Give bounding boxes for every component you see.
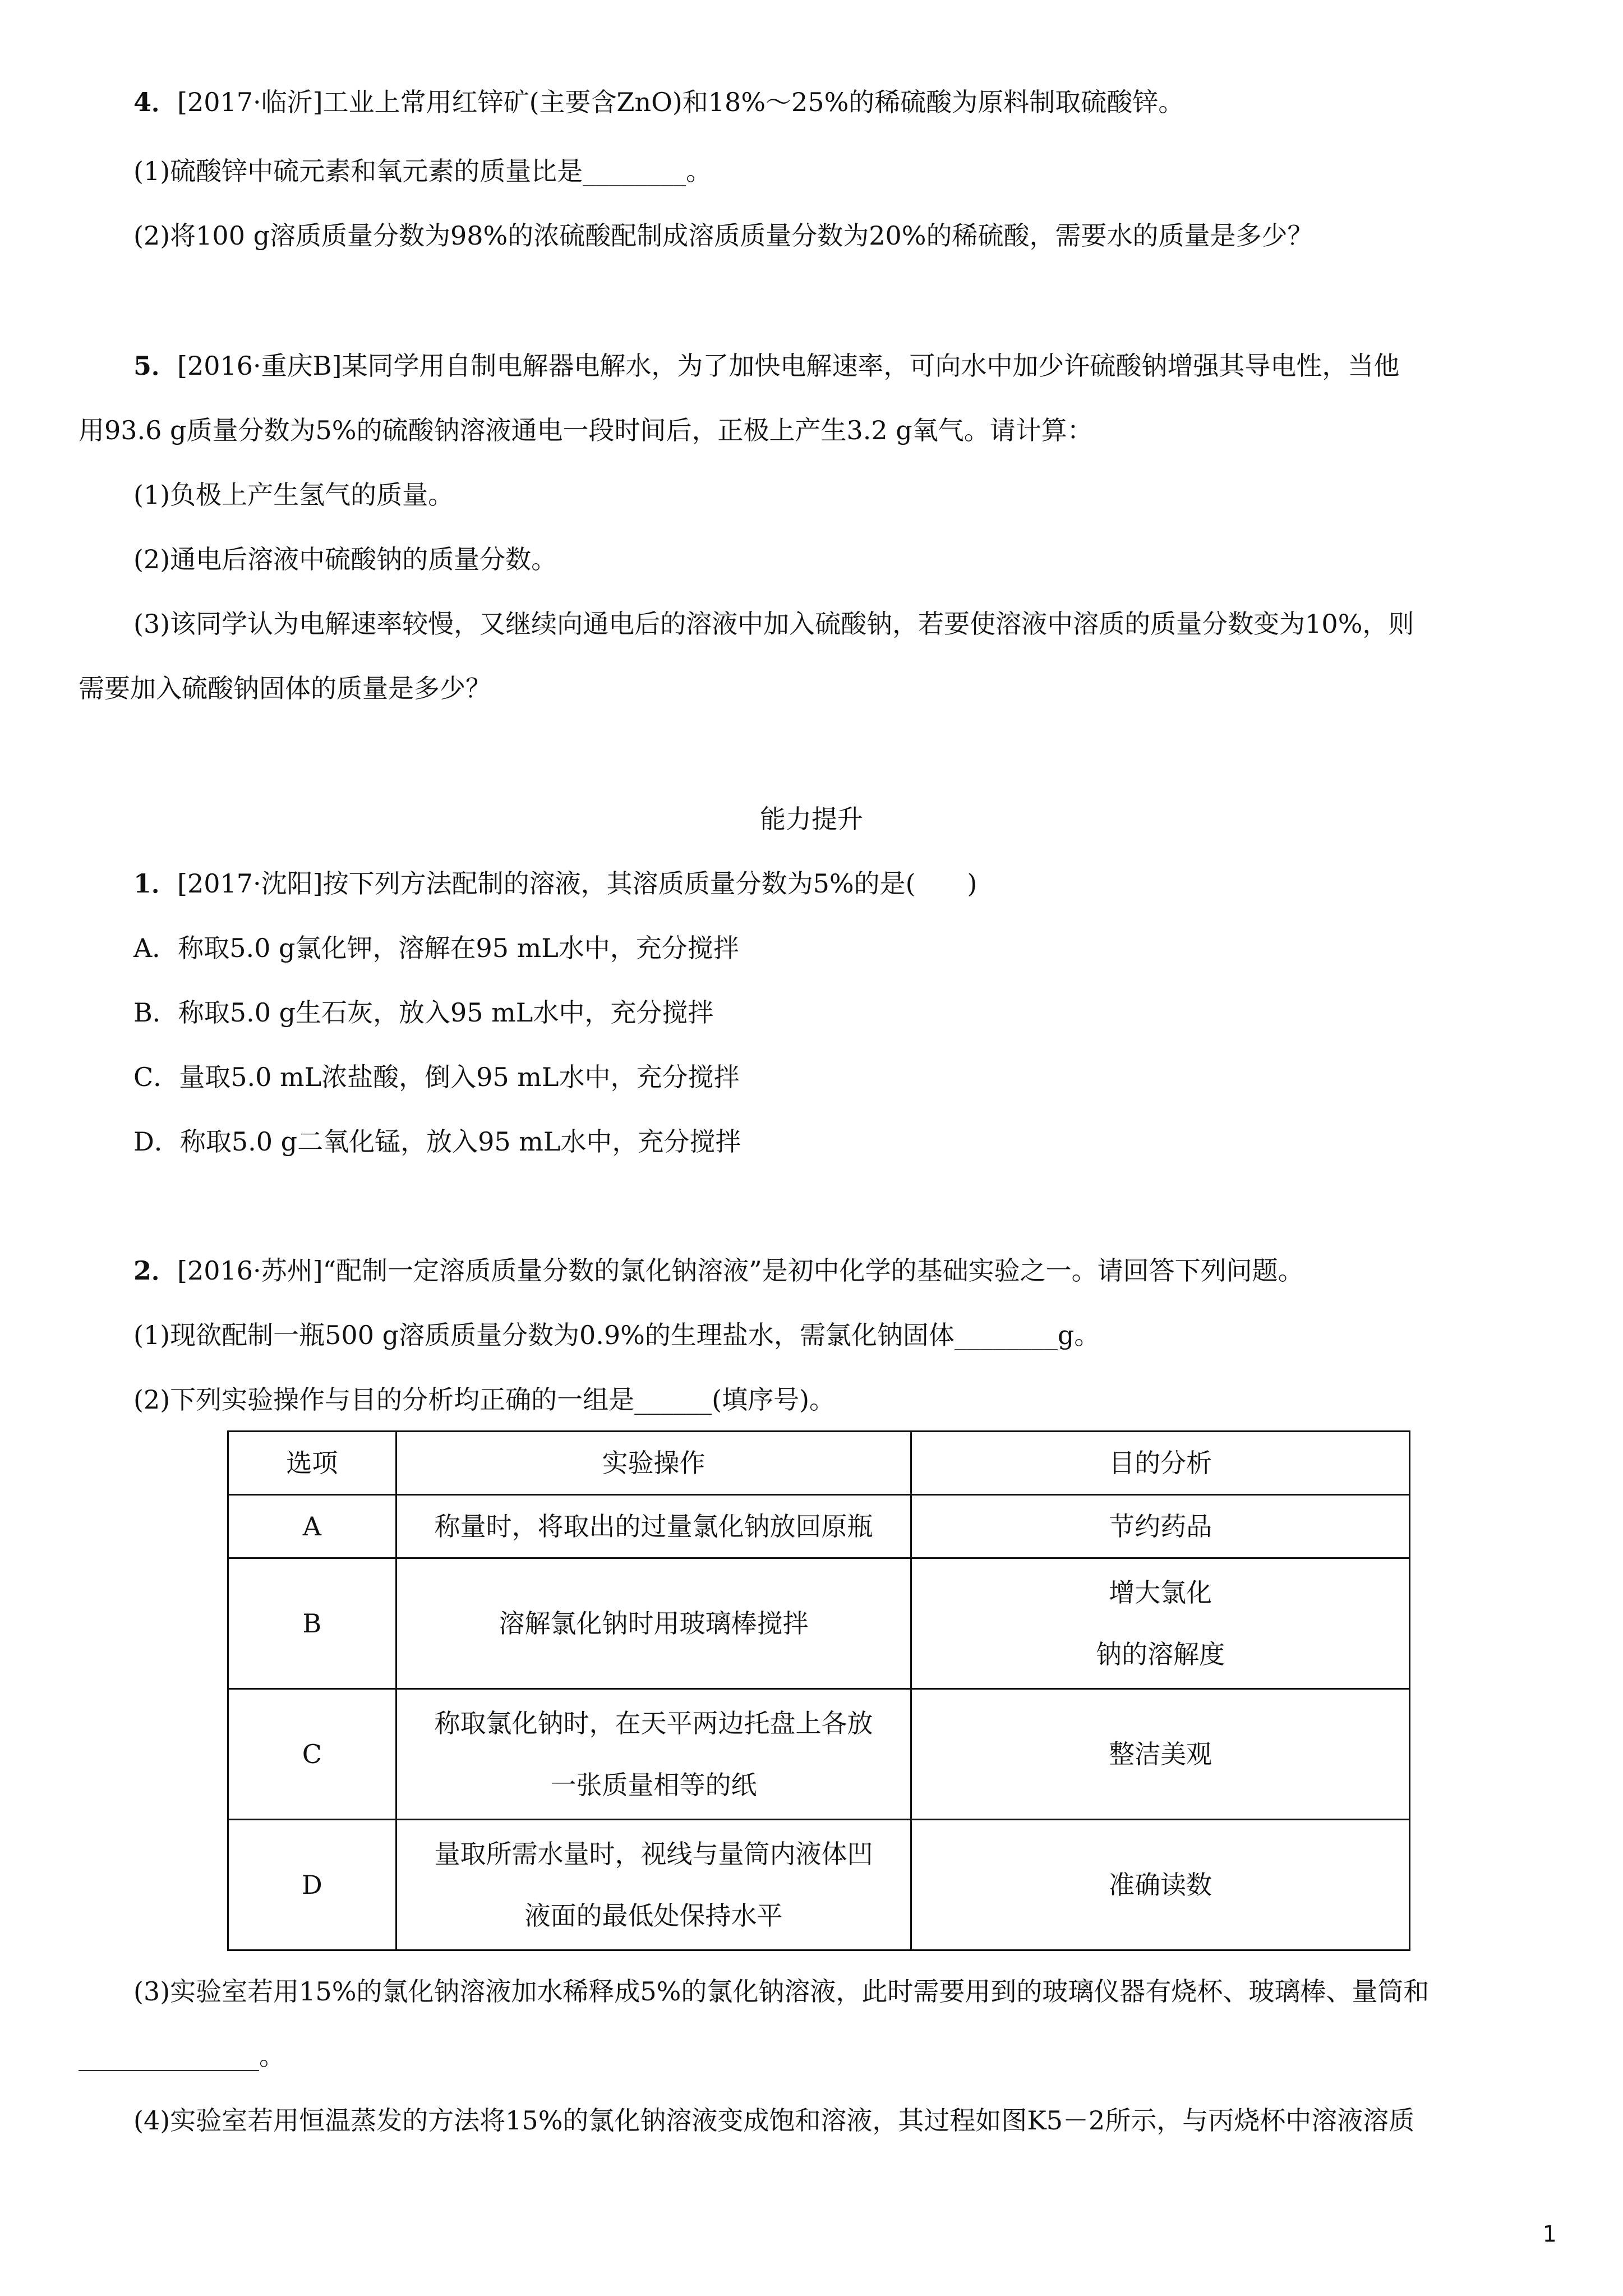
q5-stem1-text: [2016·重庆B]某同学用自制电解器电解水，为了加快电解速率，可向水中加少许硫酸钠增强其导电性，当他	[177, 351, 1400, 381]
row-a-operation: 称量时，将取出的过量氯化钠放回原瓶	[396, 1495, 911, 1558]
section-title: 能力提升	[760, 804, 863, 834]
a1-option-b: B．称取5.0 g生石灰，放入95 mL水中，充分搅拌	[133, 997, 714, 1028]
row-d-operation	[396, 1820, 911, 1950]
a2-stem	[133, 1254, 1304, 1287]
q4-part2: (2)将100 g溶质质量分数为98%的浓硫酸配制成溶质质量分数为20%的稀硫酸，需要水的质量是多少？	[133, 220, 1313, 251]
row-b-option: B	[228, 1558, 396, 1689]
a1-stem-text: [2017·沈阳]按下列方法配制的溶液，其溶质质量分数为5%的是( )	[177, 868, 978, 899]
row-b-purpose-line1: 增大氯化	[1109, 1577, 1212, 1608]
q4-stem	[133, 85, 1184, 119]
q4-part1: (1)硫酸锌中硫元素和氧元素的质量比是________。	[133, 156, 712, 186]
row-c-operation-line2: 一张质量相等的纸	[550, 1770, 757, 1800]
a2-part3-line1: (3)实验室若用15%的氯化钠溶液加水稀释成5%的氯化钠溶液，此时需要用到的玻璃仪器有烧杯、玻璃棒、量筒和	[133, 1976, 1430, 2007]
row-c-purpose: 整洁美观	[911, 1689, 1410, 1820]
row-d-operation-line2: 液面的最低处保持水平	[524, 1901, 783, 1931]
row-b-operation: 溶解氯化钠时用玻璃棒搅拌	[396, 1558, 911, 1689]
row-a-option: A	[228, 1495, 396, 1558]
a2-stem-text: [2016·苏州]“配制一定溶质质量分数的氯化钠溶液”是初中化学的基础实验之一。请回答下列问题。	[177, 1255, 1304, 1286]
a1-option-c: C．量取5.0 mL浓盐酸，倒入95 mL水中，充分搅拌	[133, 1062, 740, 1092]
q5-part3-line1: (3)该同学认为电解速率较慢，又继续向通电后的溶液中加入硫酸钠，若要使溶液中溶质的质量分数变为10%，则	[133, 609, 1414, 639]
row-c-operation-line1: 称取氯化钠时，在天平两边托盘上各放	[434, 1708, 873, 1738]
header-operation: 实验操作	[396, 1432, 911, 1495]
table-header-row	[228, 1432, 1410, 1495]
row-d-option: D	[228, 1820, 396, 1950]
a2-part3-line2: ______________。	[79, 2041, 285, 2071]
row-d-purpose: 准确读数	[911, 1820, 1410, 1950]
q4-stem-text: [2017·临沂]工业上常用红锌矿(主要含ZnO)和18%～25%的稀硫酸为原料制取硫酸锌。	[177, 87, 1184, 117]
q5-part2: (2)通电后溶液中硫酸钠的质量分数。	[133, 544, 557, 574]
row-b-purpose	[911, 1558, 1410, 1689]
row-c-operation	[396, 1689, 911, 1820]
q5-number: 5．	[133, 351, 178, 381]
table-row	[228, 1558, 1410, 1689]
table-row	[228, 1495, 1410, 1558]
q5-part1: (1)负极上产生氢气的质量。	[133, 480, 454, 510]
options-table	[227, 1430, 1410, 1951]
a2-part1: (1)现欲配制一瓶500 g溶质质量分数为0.9%的生理盐水，需氯化钠固体________g。	[133, 1320, 1100, 1350]
row-c-option: C	[228, 1689, 396, 1820]
a1-stem	[133, 867, 977, 900]
a2-part4: (4)实验室若用恒温蒸发的方法将15%的氯化钠溶液变成饱和溶液，其过程如图K5－2所示，与丙烧杯中溶液溶质	[133, 2105, 1415, 2136]
q5-stem-line2: 用93.6 g质量分数为5%的硫酸钠溶液通电一段时间后，正极上产生3.2 g氧气。请计算：	[79, 415, 1093, 445]
row-a-purpose: 节约药品	[911, 1495, 1410, 1558]
a1-option-a: A．称取5.0 g氯化钾，溶解在95 mL水中，充分搅拌	[133, 933, 739, 963]
row-d-operation-line1: 量取所需水量时，视线与量筒内液体凹	[434, 1839, 873, 1869]
table-row	[228, 1820, 1410, 1950]
a2-number: 2．	[133, 1255, 178, 1286]
q5-part3-line2: 需要加入硫酸钠固体的质量是多少？	[79, 673, 491, 703]
header-option: 选项	[228, 1432, 396, 1495]
page-number: 1	[1542, 2221, 1557, 2247]
a1-number: 1．	[133, 868, 178, 899]
a1-option-d: D．称取5.0 g二氧化锰，放入95 mL水中，充分搅拌	[133, 1126, 741, 1157]
row-b-purpose-line2: 钠的溶解度	[1096, 1639, 1225, 1669]
q4-number: 4．	[133, 87, 178, 117]
a2-part2: (2)下列实验操作与目的分析均正确的一组是______(填序号)。	[133, 1384, 836, 1415]
header-purpose: 目的分析	[911, 1432, 1410, 1495]
table-row	[228, 1689, 1410, 1820]
q5-stem-line1	[133, 349, 1399, 383]
